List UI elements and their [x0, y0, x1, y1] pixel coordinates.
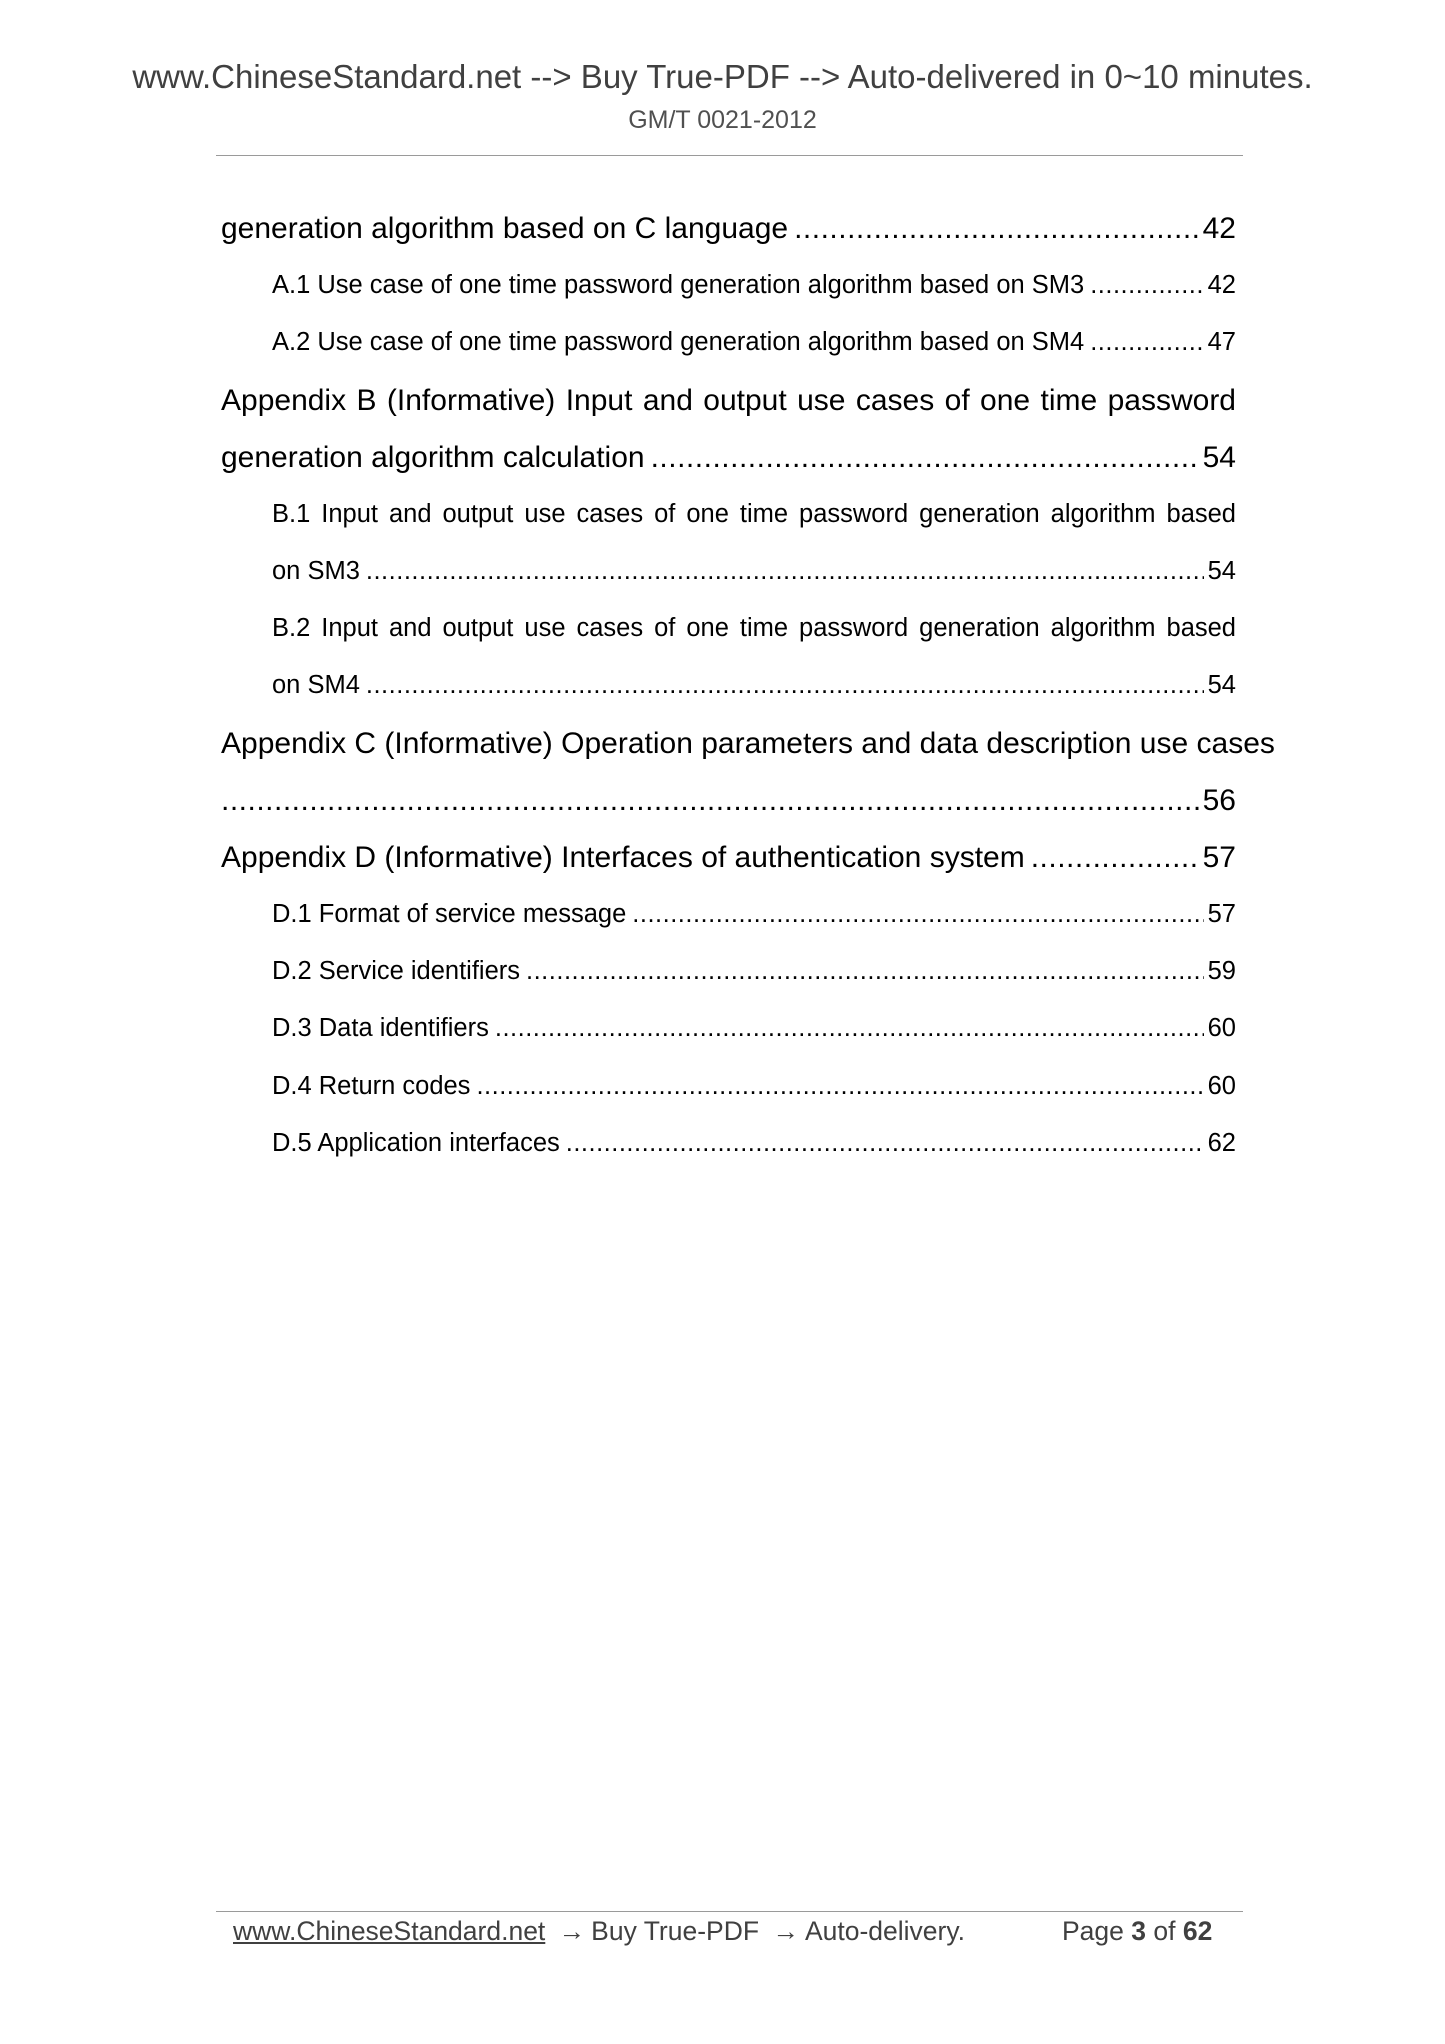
toc-entry-appendix-c[interactable]: [221, 772, 1236, 829]
toc-entry-title: Appendix D (Informative) Interfaces of authentication system: [221, 840, 1025, 874]
toc-entry-title: generation algorithm calculation: [221, 440, 645, 474]
toc-leader-dots: [495, 1000, 1204, 1057]
toc-leader-dots: [1090, 314, 1203, 371]
toc-leader-dots: [651, 429, 1199, 486]
page-label: Page: [1062, 1916, 1124, 1946]
toc-entry-title: A.2 Use case of one time password generation algorithm based on SM4: [272, 328, 1085, 357]
toc-entry-page: 57: [1207, 899, 1236, 928]
toc-entry-d4[interactable]: [221, 1058, 1236, 1115]
toc-entry-appendix-b-line1[interactable]: Appendix B (Informative) Input and output use cases of one time password: [221, 383, 1236, 417]
header-divider: [216, 155, 1243, 156]
toc-entry-title: A.1 Use case of one time password generation algorithm based on SM3: [272, 271, 1085, 299]
footer-delivery-text: Auto-delivery.: [804, 1916, 965, 1946]
toc-entry-c-language[interactable]: [221, 200, 1236, 257]
toc-leader-dots: [366, 543, 1204, 600]
standard-number: GM/T 0021-2012: [628, 106, 817, 134]
toc-entry-page: 54: [1202, 440, 1236, 474]
toc-entry-page: 47: [1207, 328, 1236, 357]
toc-entry-title: D.4 Return codes: [272, 1071, 471, 1100]
toc-entry-title: D.3 Data identifiers: [272, 1014, 489, 1043]
toc-entry-d1[interactable]: [221, 886, 1236, 943]
toc-entry-page: 59: [1207, 957, 1236, 986]
toc-entry-b1[interactable]: [221, 543, 1236, 600]
toc-leader-dots: [366, 657, 1204, 714]
toc-entry-b1-line1[interactable]: B.1 Input and output use cases of one time password generation algorithm based: [272, 499, 1236, 528]
toc-entry-page: 54: [1207, 556, 1236, 585]
page-indicator: [1062, 1916, 1212, 1947]
toc-entry-title: on SM4: [272, 671, 360, 700]
header-banner: www.ChineseStandard.net --> Buy True-PDF --> Auto-delivered in 0~10 minutes.: [132, 58, 1313, 95]
toc-entry-d2[interactable]: [221, 943, 1236, 1000]
table-of-contents: [221, 200, 1275, 1172]
page-current: 3: [1131, 1916, 1147, 1946]
toc-entry-page: 42: [1207, 271, 1236, 299]
toc-leader-dots: [794, 200, 1199, 257]
toc-entry-appendix-b[interactable]: [221, 429, 1236, 486]
toc-entry-page: 60: [1207, 1014, 1236, 1043]
toc-leader-dots: [221, 772, 1199, 829]
arrow-right-icon: →: [772, 1916, 799, 1946]
toc-leader-dots: [526, 943, 1204, 1000]
toc-entry-appendix-c-line1[interactable]: Appendix C (Informative) Operation parameters and data description use cases: [221, 726, 1275, 760]
toc-entry-page: 54: [1207, 671, 1236, 700]
toc-entry-d3[interactable]: [221, 1000, 1236, 1057]
toc-leader-dots: [632, 886, 1203, 943]
toc-entry-page: 62: [1207, 1128, 1236, 1157]
toc-entry-title: D.1 Format of service message: [272, 899, 627, 928]
toc-leader-dots: [476, 1058, 1203, 1115]
toc-entry-page: 60: [1207, 1071, 1236, 1100]
of-label: of: [1153, 1916, 1176, 1946]
toc-entry-title: on SM3: [272, 556, 360, 585]
toc-entry-title: D.2 Service identifiers: [272, 957, 521, 986]
toc-entry-title: generation algorithm based on C language: [221, 212, 789, 245]
page-total: 62: [1182, 1916, 1213, 1946]
toc-entry-page: 56: [1202, 783, 1236, 817]
page-footer: [233, 1916, 1213, 1947]
toc-entry-appendix-d[interactable]: [221, 829, 1236, 886]
toc-entry-a1[interactable]: [221, 257, 1236, 314]
toc-leader-dots: [1090, 257, 1203, 314]
footer-divider: [216, 1911, 1243, 1912]
footer-buy-text: Buy True-PDF: [591, 1916, 760, 1946]
toc-leader-dots: [1031, 829, 1199, 886]
footer-site-link[interactable]: www.ChineseStandard.net: [233, 1916, 546, 1946]
arrow-right-icon: →: [558, 1916, 586, 1946]
toc-entry-page: 57: [1202, 840, 1236, 874]
toc-entry-b2[interactable]: [221, 657, 1236, 714]
toc-entry-a2[interactable]: [221, 314, 1236, 371]
toc-entry-b2-line1[interactable]: B.2 Input and output use cases of one time password generation algorithm based: [272, 614, 1236, 643]
toc-leader-dots: [566, 1115, 1204, 1172]
toc-entry-title: D.5 Application interfaces: [272, 1128, 560, 1157]
toc-entry-page: 42: [1202, 212, 1236, 245]
toc-entry-d5[interactable]: [221, 1115, 1236, 1172]
